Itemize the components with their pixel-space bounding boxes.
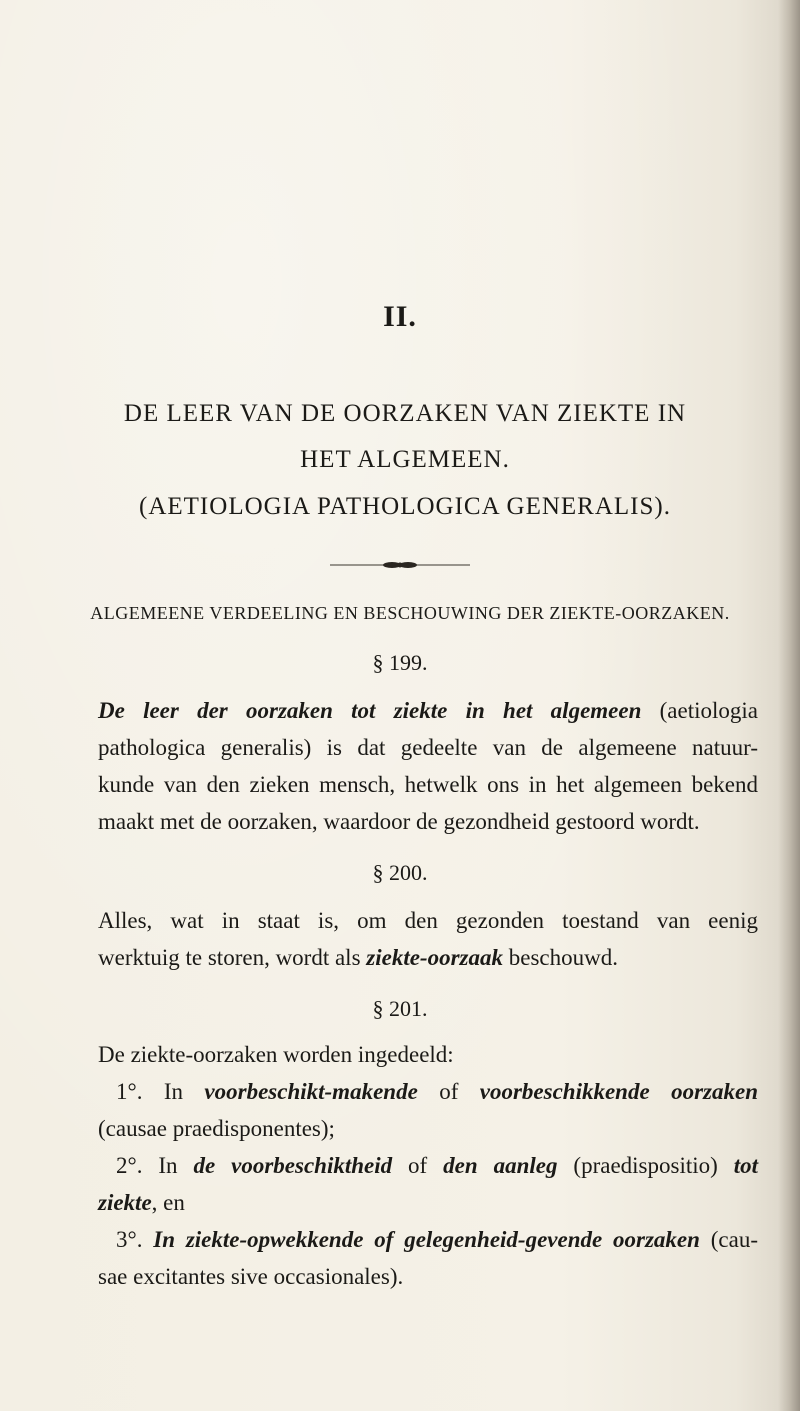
paragraph-199-line-1 [98, 696, 758, 726]
chapter-title-line-2: HET ALGEMEEN. [300, 446, 510, 473]
ornament-divider-icon [330, 560, 470, 570]
page-edge-shadow [778, 0, 800, 1411]
emphasis-text: De leer der oorzaken tot ziekte in het algemeen [98, 698, 642, 723]
list-item-1-line-2: (causae praedisponentes); [98, 1116, 335, 1141]
emphasis-text: den aanleg [443, 1153, 558, 1178]
body-text: werktuig te storen, wordt als [98, 945, 367, 970]
body-text: of [392, 1153, 444, 1178]
body-text: (cau- [699, 1227, 758, 1252]
chapter-number: II. [383, 300, 417, 333]
body-text: beschouwd. [503, 945, 618, 970]
emphasis-text: In ziekte-opwekkende of gelegenheid-gevende oorzaken [153, 1227, 700, 1252]
paragraph-199-line-3: kunde van den zieken mensch, hetwelk ons in het algemeen bekend [98, 772, 758, 797]
paragraph-number-201: § 201. [372, 996, 428, 1021]
list-item-2-line-1 [116, 1151, 758, 1181]
body-text: , en [151, 1190, 185, 1215]
emphasis-text: tot [733, 1153, 758, 1178]
list-number: 3°. [116, 1227, 154, 1252]
body-text: (aetiologia [641, 698, 758, 723]
list-number: 1°. In [116, 1079, 205, 1104]
emphasis-text: voorbeschikt-makende [204, 1079, 418, 1104]
list-number: 2°. In [116, 1153, 194, 1178]
paragraph-number-199: § 199. [372, 650, 428, 675]
body-text: of [417, 1079, 480, 1104]
list-item-3-line-1 [116, 1225, 758, 1255]
paragraph-201-line-1: De ziekte-oorzaken worden ingedeeld: [98, 1042, 454, 1067]
emphasis-text: ziekte-oorzaak [366, 945, 503, 970]
list-item-2-line-2 [98, 1188, 758, 1218]
emphasis-text: de voorbeschiktheid [193, 1153, 393, 1178]
emphasis-text: voorbeschikkende oorzaken [479, 1079, 758, 1104]
paragraph-199-line-2: pathologica generalis) is dat gedeelte van de algemeene natuur- [98, 735, 758, 760]
chapter-title-line-1: DE LEER VAN DE OORZAKEN VAN ZIEKTE IN [123, 400, 687, 427]
paragraph-200-line-1: Alles, wat in staat is, om den gezonden toestand van eenig [98, 908, 758, 933]
chapter-title-line-3: (AETIOLOGIA PATHOLOGICA GENERALIS). [139, 493, 671, 520]
paragraph-200-line-2 [98, 943, 758, 973]
list-item-3-line-2: sae excitantes sive occasionales). [98, 1264, 404, 1289]
emphasis-text: ziekte [98, 1190, 152, 1215]
list-item-1-line-1 [116, 1077, 758, 1107]
body-text: (praedispositio) [557, 1153, 734, 1178]
section-heading: ALGEMEENE VERDEELING EN BESCHOUWING DER ZIEKTE-OORZAKEN. [90, 603, 730, 623]
paragraph-number-200: § 200. [372, 860, 428, 885]
paragraph-199-line-4: maakt met de oorzaken, waardoor de gezondheid gestoord wordt. [98, 809, 700, 834]
